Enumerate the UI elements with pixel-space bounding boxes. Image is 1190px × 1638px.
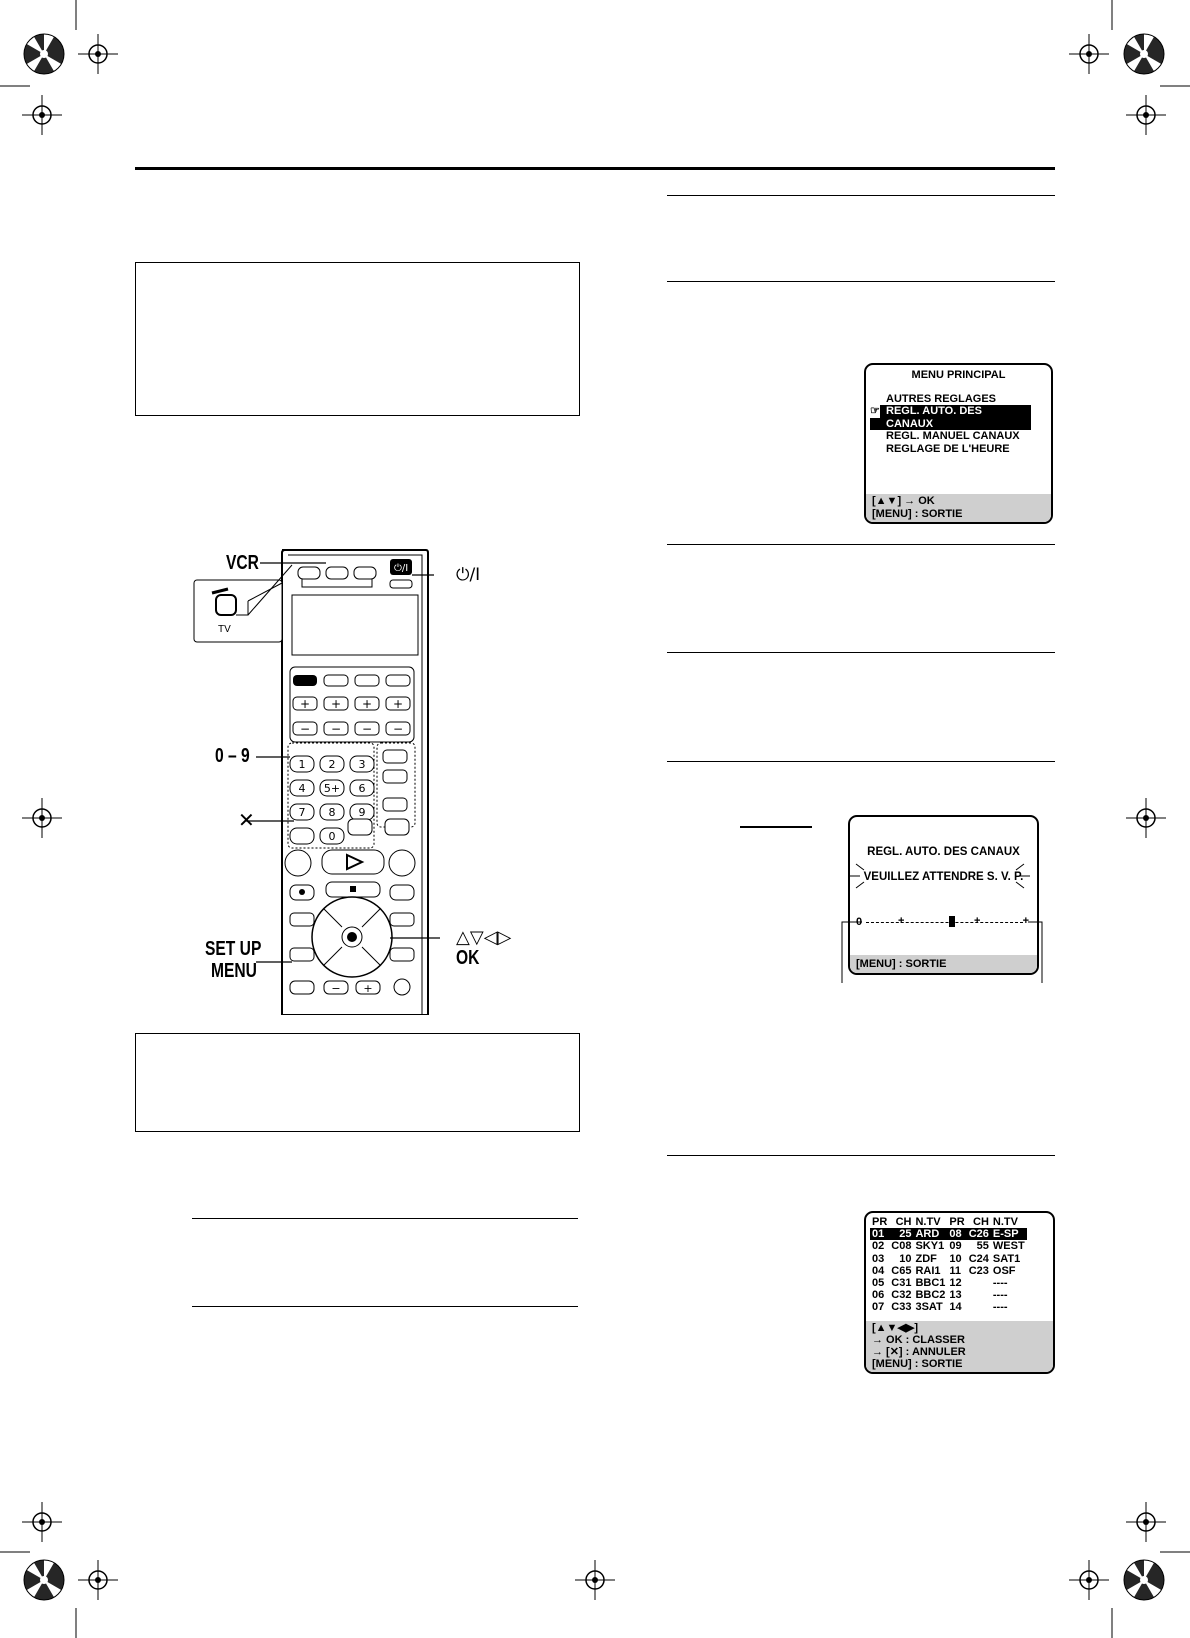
channel-footer-sort: → OK : CLASSER bbox=[872, 1334, 965, 1346]
header-ntv: N.TV bbox=[915, 1216, 941, 1228]
menu-item[interactable]: AUTRES REGLAGES bbox=[886, 392, 997, 405]
channel-cell: C65 bbox=[891, 1264, 912, 1277]
channel-row[interactable] bbox=[870, 1301, 1027, 1313]
channel-cell: 11 bbox=[949, 1264, 962, 1277]
short-underline bbox=[740, 826, 812, 828]
channel-cell: BBC2 bbox=[915, 1289, 946, 1302]
header-pr: PR bbox=[872, 1216, 888, 1228]
channel-cell bbox=[967, 1277, 991, 1289]
channel-table-header bbox=[870, 1216, 1027, 1228]
info-box-top bbox=[135, 262, 580, 416]
svg-text:−: − bbox=[330, 722, 342, 736]
channel-cell: 02 bbox=[872, 1240, 885, 1253]
menu-principal-screen bbox=[864, 363, 1053, 524]
setup-label: SET UP bbox=[205, 938, 262, 960]
channel-cell: ZDF bbox=[915, 1252, 937, 1265]
step-rule-left-2 bbox=[192, 1306, 578, 1307]
step-rule-4 bbox=[667, 652, 1055, 653]
channel-cell bbox=[967, 1301, 991, 1313]
channel-cell: 09 bbox=[949, 1240, 962, 1253]
menu-item-label: REGL. AUTO. DES CANAUX bbox=[886, 405, 982, 430]
menu-footer-nav: [▲▼] → OK bbox=[872, 495, 935, 507]
cancel-key[interactable] bbox=[290, 828, 314, 844]
channel-cell: C26 bbox=[968, 1228, 989, 1241]
step-rule-2 bbox=[667, 281, 1055, 282]
svg-text:−: − bbox=[361, 722, 373, 736]
channel-cell: 08 bbox=[949, 1228, 962, 1241]
channel-cell: ARD bbox=[915, 1228, 940, 1241]
channel-cell: SAT1 bbox=[992, 1252, 1021, 1265]
channel-cell: RAI1 bbox=[915, 1264, 941, 1277]
svg-text:+: + bbox=[330, 697, 342, 711]
channel-list-footer bbox=[866, 1321, 1053, 1372]
menu-principal-list bbox=[866, 393, 1051, 456]
menu-item[interactable]: REGLAGE DE L'HEURE bbox=[886, 442, 1010, 455]
menu-label: MENU bbox=[211, 960, 257, 982]
number-key-label: 4 bbox=[298, 782, 306, 795]
channel-cell: C33 bbox=[891, 1301, 912, 1314]
header-ch: CH bbox=[973, 1216, 989, 1228]
menu-principal-title: MENU PRINCIPAL bbox=[911, 369, 1006, 381]
channel-cell: 55 bbox=[976, 1240, 989, 1253]
channel-cell: C32 bbox=[891, 1289, 912, 1302]
cancel-label: ✕ bbox=[238, 808, 255, 832]
progress-tick: + bbox=[974, 915, 981, 927]
progress-end-tick: + bbox=[1022, 915, 1029, 927]
channel-table bbox=[870, 1216, 1027, 1314]
menu-item[interactable]: REGL. MANUEL CANAUX bbox=[886, 430, 1020, 442]
svg-text:+: + bbox=[299, 697, 311, 711]
channel-cell: ---- bbox=[992, 1301, 1008, 1314]
info-box-bottom bbox=[135, 1033, 580, 1132]
number-key-label: 3 bbox=[358, 758, 366, 771]
channel-cell: ---- bbox=[992, 1277, 1008, 1290]
tv-label: TV bbox=[218, 624, 231, 635]
channel-cell: E-SP bbox=[992, 1228, 1019, 1241]
channel-cell bbox=[967, 1289, 991, 1301]
header-pr: PR bbox=[949, 1216, 965, 1228]
menu-principal-footer bbox=[866, 494, 1051, 522]
step-rule-3 bbox=[667, 544, 1055, 545]
channel-cell: 10 bbox=[949, 1252, 962, 1265]
channel-cell: C31 bbox=[891, 1277, 912, 1290]
channel-cell: 12 bbox=[949, 1277, 962, 1290]
channel-cell: OSF bbox=[992, 1264, 1016, 1277]
channel-row[interactable] bbox=[870, 1265, 1027, 1277]
channel-cell: 07 bbox=[872, 1301, 885, 1314]
svg-text:+: + bbox=[392, 697, 404, 711]
channel-row[interactable] bbox=[870, 1253, 1027, 1265]
channel-cell: 01 bbox=[872, 1228, 885, 1241]
step-rule-6 bbox=[667, 1155, 1055, 1156]
channel-cell: 10 bbox=[899, 1252, 912, 1265]
auto-tuning-footer: [MENU] : SORTIE bbox=[850, 955, 1037, 974]
arrows-label: △▽◁▷ bbox=[456, 927, 512, 948]
menu-item[interactable] bbox=[870, 405, 1031, 430]
channel-cell: 25 bbox=[899, 1228, 912, 1241]
channel-cell: 13 bbox=[949, 1289, 962, 1302]
channel-row[interactable] bbox=[870, 1228, 1027, 1240]
channel-cell: 14 bbox=[949, 1301, 962, 1314]
header-ch: CH bbox=[895, 1216, 912, 1228]
svg-text:⏻/I: ⏻/I bbox=[394, 563, 409, 574]
channel-footer-cancel: → [✕] : ANNULER bbox=[872, 1346, 966, 1358]
header-ntv: N.TV bbox=[992, 1216, 1018, 1228]
channel-cell: C08 bbox=[891, 1240, 912, 1253]
channel-cell: C24 bbox=[968, 1252, 989, 1265]
channel-footer-nav: [▲▼◀▶] bbox=[872, 1322, 919, 1334]
channel-cell: ---- bbox=[992, 1289, 1008, 1302]
svg-text:−: − bbox=[392, 722, 404, 736]
number-key-label: 0 bbox=[328, 830, 336, 843]
svg-text:−: − bbox=[299, 722, 311, 736]
number-key-label: 8 bbox=[328, 806, 336, 819]
step-rule-left-1 bbox=[192, 1218, 578, 1219]
digits-label: 0 – 9 bbox=[215, 745, 250, 767]
number-key-label: 5+ bbox=[323, 782, 341, 795]
vcr-label: VCR bbox=[226, 552, 259, 574]
channel-cell: 04 bbox=[872, 1264, 885, 1277]
number-key-label: 7 bbox=[298, 806, 306, 819]
ok-label: OK bbox=[456, 947, 480, 969]
channel-cell: C23 bbox=[968, 1264, 989, 1277]
auto-tuning-title: REGL. AUTO. DES CANAUX bbox=[867, 846, 1020, 858]
progress-start-label: 0 bbox=[856, 916, 863, 928]
svg-text:−: − bbox=[331, 982, 341, 995]
channel-cell: 3SAT bbox=[915, 1301, 943, 1314]
number-key-label: 9 bbox=[358, 806, 366, 819]
channel-cell: WEST bbox=[992, 1240, 1025, 1253]
cursor-icon: ☞ bbox=[870, 405, 880, 417]
channel-cell: BBC1 bbox=[915, 1277, 946, 1290]
channel-cell: SKY1 bbox=[915, 1240, 945, 1253]
step-rule-5 bbox=[667, 761, 1055, 762]
power-label: ⏻/I bbox=[456, 565, 481, 585]
channel-list-screen bbox=[864, 1211, 1055, 1374]
channel-cell: 06 bbox=[872, 1289, 885, 1302]
number-key-label: 6 bbox=[358, 782, 366, 795]
channel-row[interactable] bbox=[870, 1289, 1027, 1301]
progress-tick: + bbox=[898, 915, 905, 927]
svg-text:+: + bbox=[361, 697, 373, 711]
channel-cell: 03 bbox=[872, 1252, 885, 1265]
channel-row[interactable] bbox=[870, 1240, 1027, 1252]
number-key-label: 2 bbox=[328, 758, 336, 771]
menu-footer-exit: [MENU] : SORTIE bbox=[872, 507, 963, 520]
channel-row[interactable] bbox=[870, 1277, 1027, 1289]
header-rule bbox=[135, 167, 1055, 170]
step-rule-1 bbox=[667, 195, 1055, 196]
auto-tuning-message: VEUILLEZ ATTENDRE S. V. P. bbox=[863, 870, 1024, 883]
channel-footer-exit: [MENU] : SORTIE bbox=[872, 1358, 963, 1370]
number-key-label: 1 bbox=[298, 758, 306, 771]
svg-text:+: + bbox=[363, 982, 373, 995]
channel-cell: 05 bbox=[872, 1277, 885, 1290]
auto-tuning-callouts bbox=[820, 860, 1050, 985]
